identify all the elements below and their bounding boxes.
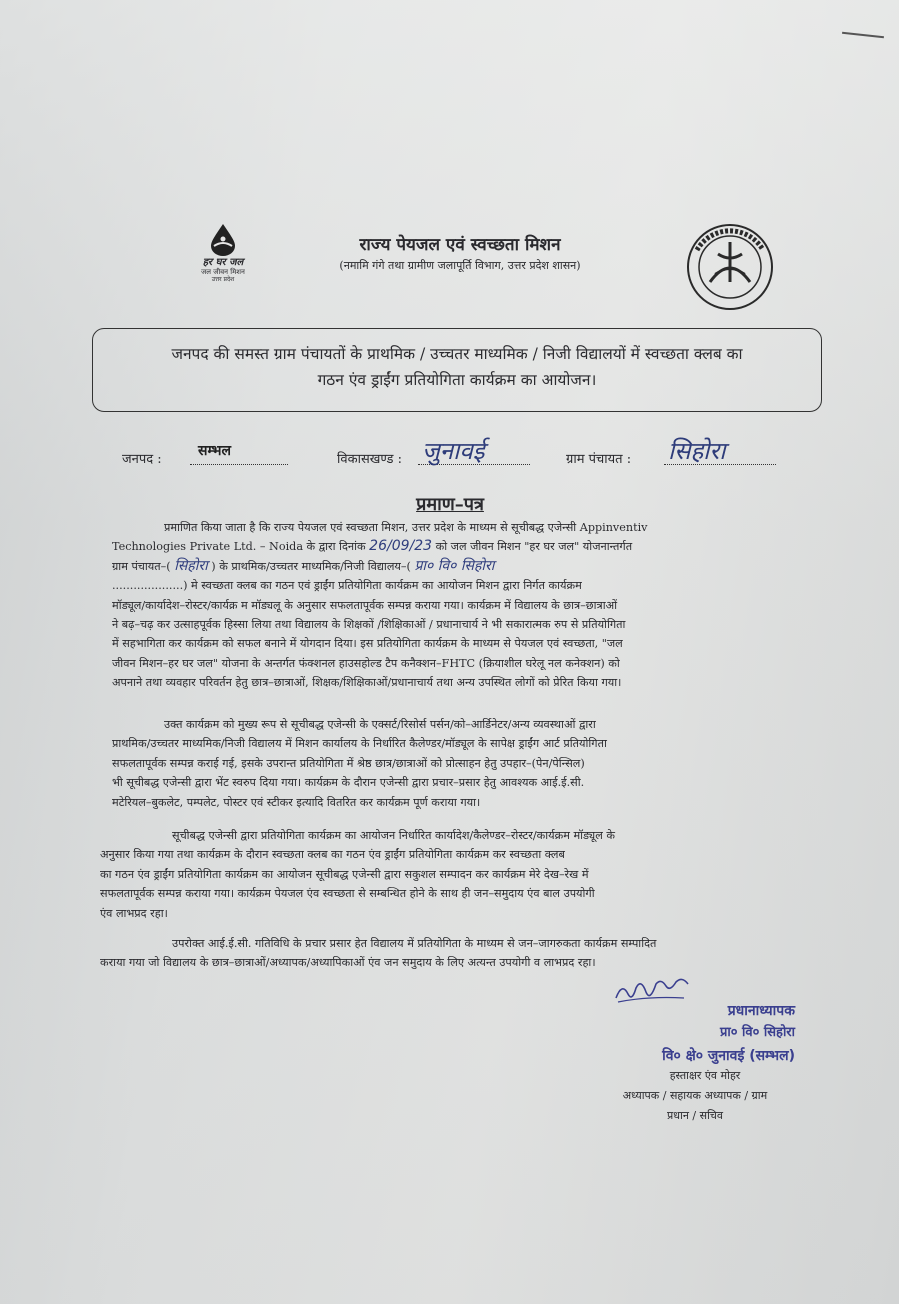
para2-line3: सफलतापूर्वक सम्पन्न कराई गई, इसके उपरान्त प्रतियोगिता में श्रेष्ठ छात्र/छात्राओं को प्रोत्साहन हेतु उपहार–(पेन/पेन्सिल) — [112, 756, 585, 770]
para2-line2: प्राथमिक/उच्चतर माध्यमिक/निजी विद्यालय में मिशन कार्यालय के निर्धारित कैलेण्डर/मॉड्यूल के सापेक्ष ड्राईंग आर्ट प्रतियोगिता — [112, 737, 607, 751]
para3-line1: सूचीबद्ध एजेन्सी द्वारा प्रतियोगिता कार्यक्रम का आयोजन निर्धारित कार्यादेश/कैलेण्डर–रोस्टर/कार्यक्रम मॉड्यूल के — [172, 829, 615, 842]
para1-line5: मॉड्यूल/कार्यादेश–रोस्टर/कार्यक्र म मॉड्यलू के अनुसार सफलतापूर्वक सम्पन्न कराया गया। कार्यक्रम में विद्यालय के छात्र–छात्राओं — [112, 598, 618, 612]
program-date: 26/09/23 — [369, 538, 433, 555]
para2-line5: मटेरियल–बुकलेट, पम्पलेट, पोस्टर एवं स्टीकर इत्यादि वितरित कर कार्यक्रम पूर्ण कराया गया। — [112, 795, 481, 809]
signature-caption-line1: हस्ताक्षर एंव मोहर — [669, 1069, 741, 1082]
para1-line3 — [112, 557, 797, 576]
logo-line2: जल जीवन मिशन — [201, 268, 245, 276]
signature-caption — [590, 1066, 800, 1126]
up-government-seal — [685, 222, 775, 312]
stamp-line3: वि० क्षे० जुनावई (सम्भल) — [662, 1048, 795, 1064]
para3-line3: का गठन एंव ड्राईंग प्रतियोगिता कार्यक्रम का आयोजन सूचीबद्ध एजेन्सी द्वारा सकुशल सम्पादन कर कार्यक्रम मेरे देख–रेख में — [100, 867, 589, 881]
block-value: जुनावई — [418, 437, 530, 465]
subject-line1: जनपद की समस्त ग्राम पंचायतों के प्राथमिक / उच्चतर माध्यमिक / निजी विद्यालयों में स्वच्छता क्लब का — [171, 345, 743, 363]
para3-line2: अनुसार किया गया तथा कार्यक्रम के दौरान स्वच्छता क्लब का गठन एंव ड्राईंग प्रतियोगिता कार्यक्रम कर स्वच्छता क्लब — [100, 848, 565, 862]
school-handwritten: प्रा० वि० सिहोरा — [414, 557, 495, 574]
logo-line3: उत्तर प्रदेश — [211, 276, 235, 283]
para1-line8: जीवन मिशन–हर घर जल" योजना के अन्तर्गत फंक्शनल हाउसहोल्ड टैप कनैक्शन–FHTC (क्रियाशील घरेलू नल कनेक्शन) को — [112, 656, 620, 670]
para3-line5: एंव लाभप्रद रहा। — [100, 906, 168, 920]
para1-line6: ने बढ़–चढ़ कर उत्साहपूर्वक हिस्सा लिया तथा विद्यालय के शिक्षकों /शिक्षिकाओं / प्रधानाचार्य ने भी सकारात्मक रुप से प्रतियोगिता — [112, 618, 626, 632]
gram-panchayat-handwritten: सिहोरा — [174, 557, 208, 574]
para1-line2 — [112, 537, 797, 556]
district-value: सम्भल — [190, 437, 288, 465]
paragraph-1 — [112, 518, 797, 693]
certificate-title: प्रमाण–पत्र — [416, 494, 484, 515]
para1-line4: ....................) मे स्वच्छता क्लब का गठन एवं ड्राईंग प्रतियोगिता कार्यक्रम का आयोजन मिशन द्वारा निर्गत कार्यक्रम — [112, 579, 582, 593]
subject-line2: गठन एंव ड्राईंग प्रतियोगिता कार्यक्रम का आयोजन। — [317, 371, 597, 389]
paragraph-2 — [112, 715, 802, 812]
location-fields — [0, 437, 899, 477]
subject-box — [92, 328, 822, 412]
para4-line2: कराया गया जो विद्यालय के छात्र–छात्राओं/अध्यापक/अध्यापिकाओं एंव जन समुदाय के लिए अत्यन्त उपयोगी व लाभप्रद रहा। — [100, 956, 596, 970]
para1-line7: में सहभागिता कर कार्यक्रम को सफल बनाने में योगदान दिया। इस प्रतियोगिता कार्यक्रम के माध्यम से पेयजल एवं स्वच्छता, "जल — [112, 637, 623, 651]
para4-line1: उपरोक्त आई.ई.सी. गतिविधि के प्रचार प्रसार हेत विद्यालय में प्रतियोगिता के माध्यम से जन–जागरुकता कार्यक्रम सम्पादित — [172, 937, 657, 950]
paragraph-4 — [100, 934, 812, 973]
stamp-line1: प्रधानाध्यापक — [727, 1003, 795, 1019]
district-label: जनपद : — [122, 452, 162, 467]
para3-line4: सफलतापूर्वक सम्पन्न कराया गया। कार्यक्रम पेयजल एंव स्वच्छता से सम्बन्धित होने के साथ ही जन–समुदाय एंव बाल उपयोगी — [100, 887, 595, 901]
header-subtitle: (नमामि गंगे तथा ग्रामीण जलापूर्ति विभाग, उत्तर प्रदेश शासन) — [339, 259, 581, 272]
panchayat-label: ग्राम पंचायत : — [566, 452, 632, 467]
para2-line4: भी सूचीबद्ध एजेन्सी द्वारा भेंट स्वरुप दिया गया। कार्यक्रम के दौरान एजेन्सी द्वारा प्रचार–प्रसार हेतु आवश्यक आई.ई.सी. — [112, 776, 585, 790]
para2-line1: उक्त कार्यक्रम को मुख्य रूप से सूचीबद्ध एजेन्सी के एक्सर्ट/रिसोर्स पर्सन/को–आर्डिनेटर/अन्य व्यवस्थाओं द्वारा — [164, 718, 596, 731]
pen-mark — [842, 32, 884, 38]
headmaster-stamp — [595, 1000, 795, 1068]
para1-line2-start: Technologies Private Ltd. – Noida के द्वारा दिनांक — [112, 540, 366, 554]
panchayat-value: सिहोरा — [664, 437, 776, 465]
logo-line1: हर घर जल — [202, 257, 244, 268]
water-drop-icon — [203, 222, 243, 258]
paragraph-3 — [100, 826, 812, 923]
para1-line3-start: ग्राम पंचायत–( — [112, 559, 171, 573]
jal-jeevan-mission-logo — [192, 222, 254, 283]
stamp-line2: प्रा० वि० सिहोरा — [719, 1025, 795, 1040]
para1-line3-mid: ) के प्राथमिक/उच्चतर माध्यमिक/निजी विद्यालय–( — [211, 559, 411, 573]
signature-caption-line3: प्रधान / सचिव — [666, 1109, 724, 1122]
para1-line2-end: को जल जीवन मिशन "हर घर जल" योजनान्तर्गत — [435, 540, 633, 554]
para1-line9: अपनाने तथा व्यवहार परिवर्तन हेतु छात्र–छात्राओं, शिक्षक/शिक्षिकाओं/प्रधानाचार्य तथा अन्य उपस्थित लोगों को प्रेरित किया गया। — [112, 676, 622, 690]
signature-caption-line2: अध्यापक / सहायक अध्यापक / ग्राम — [622, 1089, 768, 1102]
para1-line1: प्रमाणित किया जाता है कि राज्य पेयजल एवं स्वच्छता मिशन, उत्तर प्रदेश के माध्यम से सूचीबद्ध एजेन्सी Appinventiv — [164, 521, 648, 534]
block-label: विकासखण्ड : — [337, 452, 403, 467]
header-title: राज्य पेयजल एवं स्वच्छता मिशन — [359, 235, 561, 255]
